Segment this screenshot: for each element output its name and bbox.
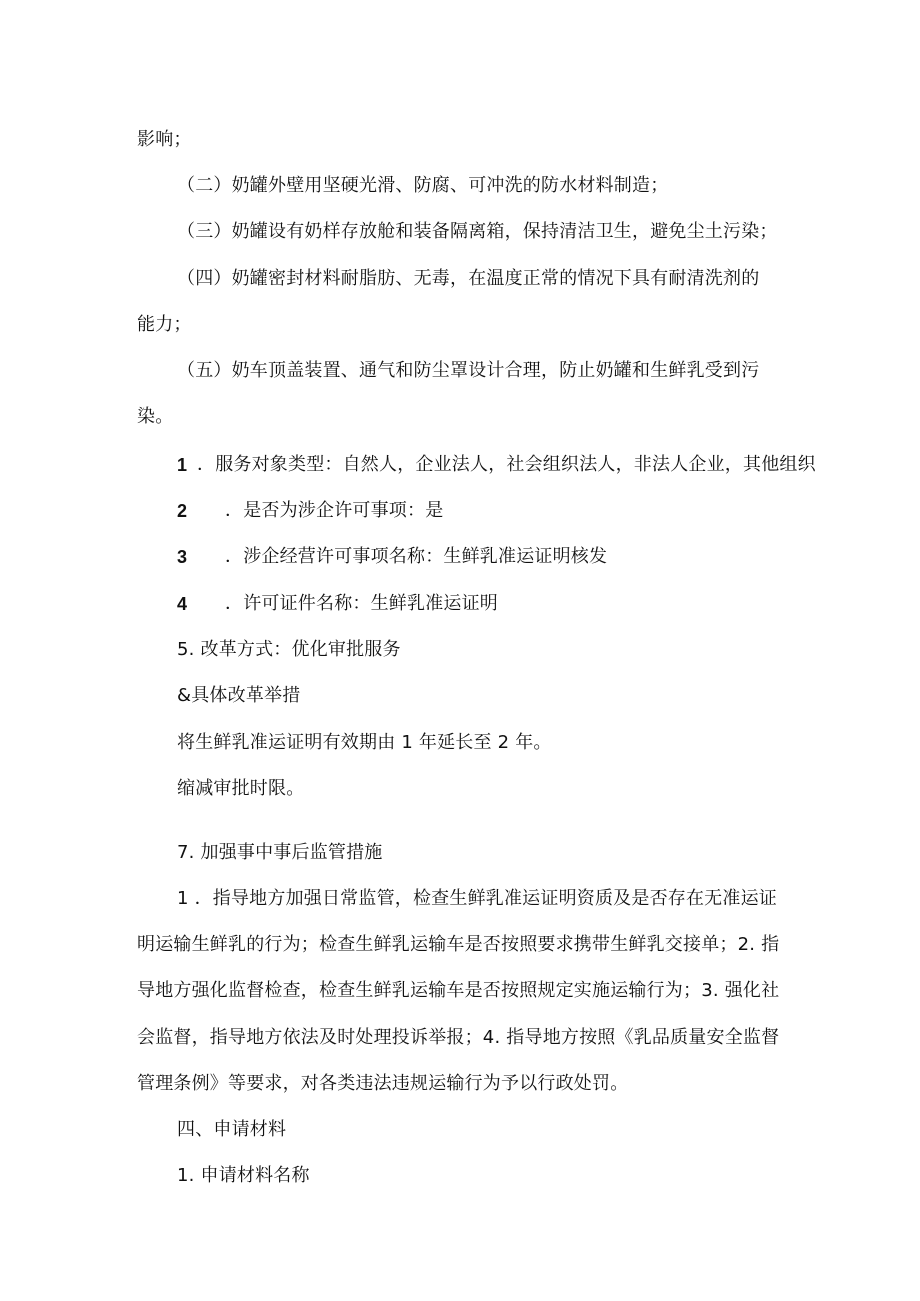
list-item-text: ．涉企经营许可事项名称：生鲜乳准运证明核发 bbox=[225, 546, 608, 567]
text-line: 染。 bbox=[137, 406, 174, 427]
list-number: 3 bbox=[177, 547, 188, 567]
list-item-text: ．服务对象类型：自然人，企业法人，社会组织法人，非法人企业，其他组织 bbox=[197, 454, 816, 475]
item-7-line: 明运输生鲜乳的行为；检查生鲜乳运输车是否按照要求携带生鲜乳交接单；2. 指 bbox=[137, 934, 780, 955]
item-5: 5. 改革方式：优化审批服务 bbox=[177, 639, 401, 660]
item-7-line: 会监督，指导地方依法及时处理投诉举报；4. 指导地方按照《乳品质量安全监督 bbox=[137, 1027, 780, 1048]
item-7-line: 管理条例》等要求，对各类违法违规运输行为予以行政处罚。 bbox=[137, 1073, 629, 1094]
item-6-line: 缩减审批时限。 bbox=[177, 778, 305, 799]
item-7-title: 7. 加强事中事后监管措施 bbox=[177, 842, 383, 863]
list-number: 2 bbox=[177, 501, 188, 521]
text-line: （三）奶罐设有奶样存放舱和装备隔离箱，保持清洁卫生，避免尘土污染； bbox=[177, 221, 778, 242]
text-line: （四）奶罐密封材料耐脂肪、无毒，在温度正常的情况下具有耐清洗剂的 bbox=[177, 268, 760, 289]
text-line: 能力； bbox=[137, 314, 192, 335]
list-number: 4 bbox=[177, 594, 188, 614]
item-7-line: 导地方强化监督检查，检查生鲜乳运输车是否按照规定实施运输行为；3. 强化社 bbox=[137, 980, 780, 1001]
text-line: （五）奶车顶盖装置、通气和防尘罩设计合理，防止奶罐和生鲜乳受到污 bbox=[177, 360, 760, 381]
list-item-text: ．是否为涉企许可事项：是 bbox=[225, 500, 444, 521]
item-7-line: 1 ．指导地方加强日常监管，检查生鲜乳准运证明资质及是否存在无准运证 bbox=[177, 888, 777, 909]
section-4-item-1: 1. 申请材料名称 bbox=[177, 1165, 310, 1186]
text-line: （二）奶罐外壁用坚硬光滑、防腐、可冲洗的防水材料制造； bbox=[177, 175, 669, 196]
text-line: 影响； bbox=[137, 129, 192, 150]
section-4-title: 四、申请材料 bbox=[177, 1119, 287, 1140]
item-6-line: 将生鲜乳准运证明有效期由 1 年延长至 2 年。 bbox=[177, 732, 552, 753]
list-item-text: ．许可证件名称：生鲜乳准运证明 bbox=[225, 593, 498, 614]
list-number: 1 bbox=[177, 455, 188, 475]
item-6-title: &具体改革举措 bbox=[177, 685, 301, 706]
